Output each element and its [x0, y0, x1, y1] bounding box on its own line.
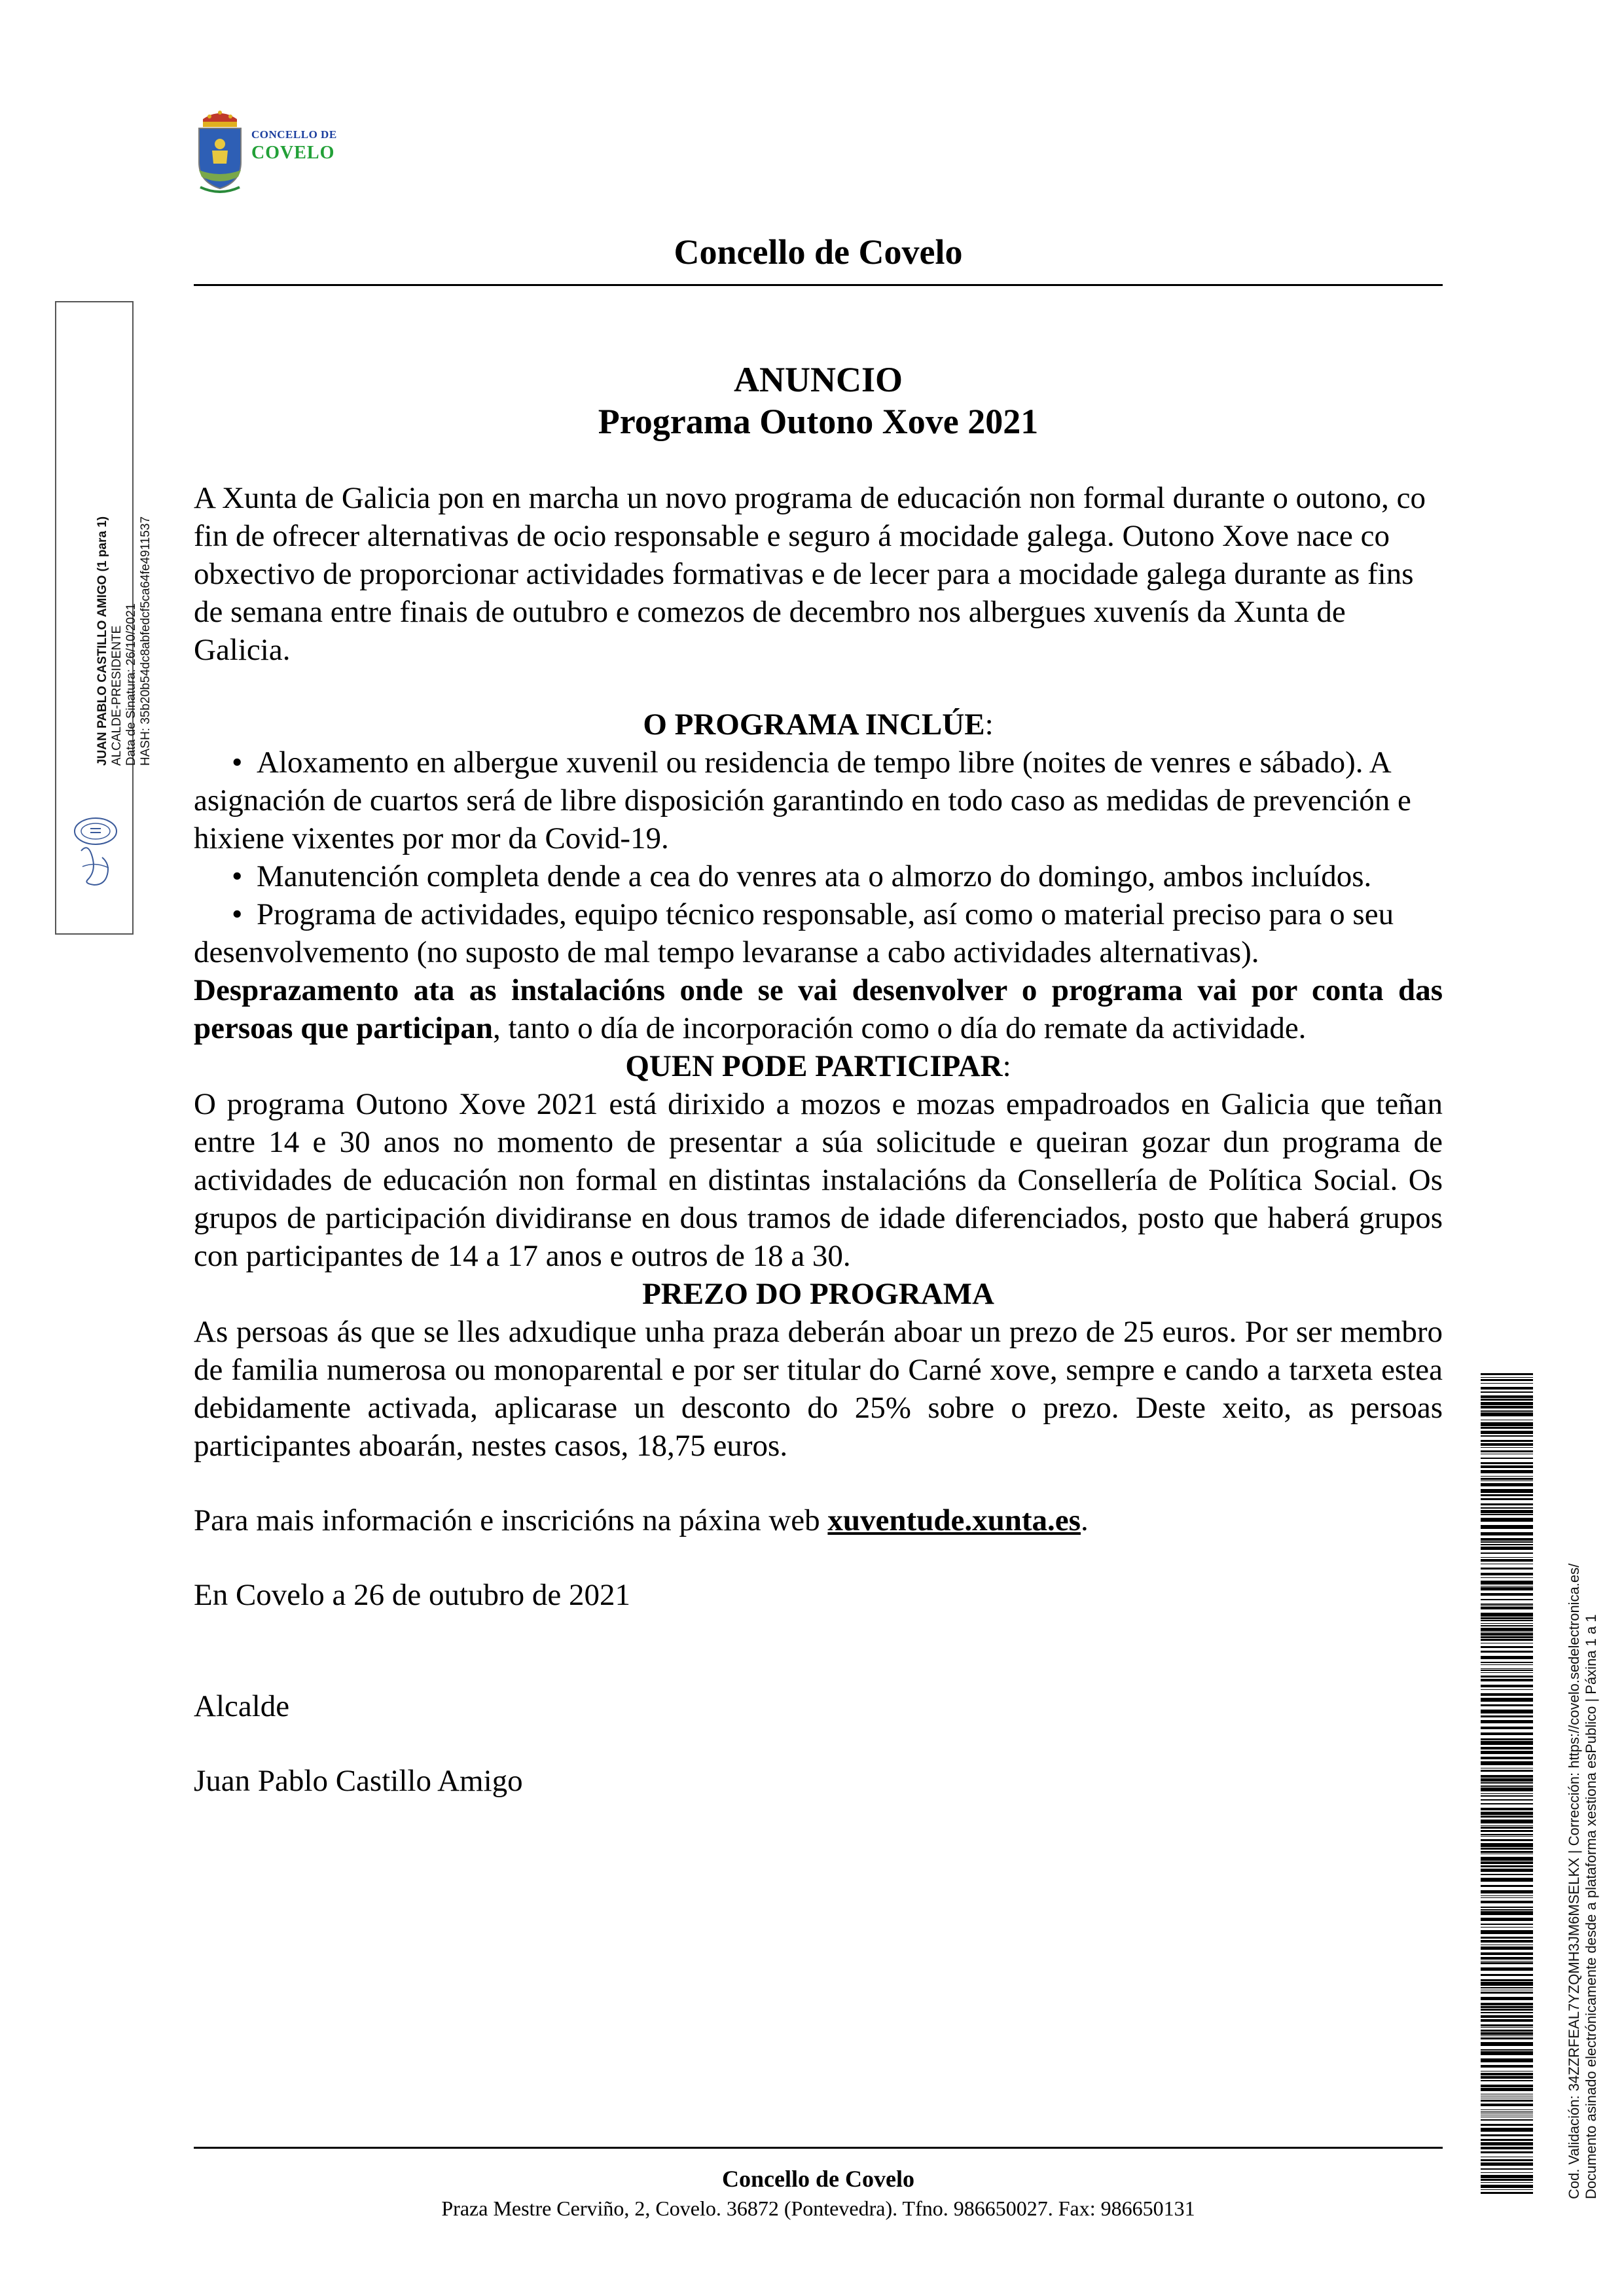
barcode-bar	[1481, 2085, 1533, 2087]
barcode-bar	[1481, 1785, 1533, 1787]
barcode-bar	[1481, 2175, 1533, 2178]
barcode-bar	[1481, 2015, 1533, 2018]
barcode-bar	[1481, 2119, 1533, 2121]
barcode-bar	[1481, 2024, 1533, 2026]
barcode-bar	[1481, 1830, 1533, 1832]
barcode-bar	[1481, 1672, 1533, 1673]
barcode-bar	[1481, 1604, 1533, 1605]
barcode-bar	[1481, 1782, 1533, 1784]
intro-paragraph: A Xunta de Galicia pon en marcha un novo programa de educación non formal durante o outono, co fin de ofrecer alternativas de ocio responsable e seguro á mocidade galega. Outono Xove nace co obxectivo de proporcionar actividades formativas e de lecer para a mocidade galega durante as fins de semana entre finais de outubro e comezos de decembro nos albergues xuvenís da Xunta de Galicia.	[194, 481, 1426, 667]
barcode-bar	[1481, 1593, 1533, 1596]
barcode-bar	[1481, 2179, 1533, 2181]
barcode-bar	[1481, 2192, 1533, 2194]
barcode-bar	[1481, 1812, 1533, 1815]
barcode-bar	[1481, 2134, 1533, 2136]
barcode-bar	[1481, 2124, 1533, 2126]
transport-rest-text: , tanto o día de incorporación como o día do remate da actividade.	[493, 1011, 1307, 1045]
barcode-bar	[1481, 1532, 1533, 1535]
barcode-bar	[1481, 1541, 1533, 1543]
barcode-bar	[1481, 1911, 1533, 1915]
barcode-bar	[1481, 1387, 1533, 1390]
signature-role: ALCALDE-PRESIDENTE	[110, 625, 124, 766]
barcode-bar	[1481, 1431, 1533, 1434]
info-link[interactable]: xuventude.xunta.es	[827, 1503, 1081, 1537]
barcode-bar	[1481, 1820, 1533, 1823]
transport-paragraph	[194, 971, 1443, 1047]
who-paragraph: O programa Outono Xove 2021 está dirixido a mozos e mozas empadroados en Galicia que teñan entre 14 e 30 anos no momento de presentar a súa solicitude e queiran gozar dun programa de actividades de educación non formal en distintas instalacións da Consellería de Política Social. Os grupos de participación dividiranse en dous tramos de idade diferenciados, posto que haberá grupos con participantes de 14 a 17 anos e outros de 18 a 30.	[194, 1087, 1443, 1273]
info-paragraph	[194, 1501, 1443, 1539]
barcode-bar	[1481, 1470, 1533, 1473]
who-heading-text: QUEN PODE PARTICIPAR	[625, 1049, 1003, 1083]
barcode-bar	[1481, 1957, 1533, 1960]
includes-item-text: Aloxamento en albergue xuvenil ou residencia de tempo libre (noites de venres e sábado). A asignación de cuartos será de libre disposición garantindo en todo caso as medidas de prevención e hixiene vixentes por mor da Covid-19.	[194, 745, 1411, 855]
barcode-bar	[1481, 1557, 1533, 1558]
footer-address: Praza Mestre Cerviño, 2, Covelo. 36872 (Pontevedra). Tfno. 986650027. Fax: 986650131	[441, 2197, 1195, 2220]
who-heading-colon: :	[1002, 1049, 1011, 1083]
signature-signer: JUAN PABLO CASTILLO AMIGO (1 para 1)	[96, 516, 109, 766]
barcode-bar	[1481, 2051, 1533, 2055]
barcode-bar	[1481, 1869, 1533, 1872]
barcode-bar	[1481, 1793, 1533, 1794]
barcode-bar	[1481, 1552, 1533, 1554]
barcode-bar	[1481, 1927, 1533, 1928]
barcode-bar	[1481, 1997, 1533, 2000]
barcode-bar	[1481, 1427, 1533, 1429]
includes-heading-text: O PROGRAMA INCLÚE	[643, 708, 985, 742]
barcode-bar	[1481, 2006, 1533, 2008]
info-text: Para mais información e inscricións na páxina web	[194, 1503, 828, 1537]
barcode-bar	[1481, 1979, 1533, 1981]
barcode-bar	[1481, 1720, 1533, 1723]
barcode-bar	[1481, 1465, 1533, 1468]
signer-name: Juan Pablo Castillo Amigo	[194, 1764, 523, 1798]
barcode-bar	[1481, 1559, 1533, 1562]
barcode-bar	[1481, 2058, 1533, 2062]
barcode-bar	[1481, 1799, 1533, 1801]
barcode-bar	[1481, 1639, 1533, 1641]
barcode-bar	[1481, 1503, 1533, 1505]
barcode-bar	[1481, 1946, 1533, 1950]
barcode-bar	[1481, 1412, 1533, 1416]
barcode-bar	[1481, 2185, 1533, 2188]
barcode-bar	[1481, 1710, 1533, 1713]
barcode-bar	[1481, 1636, 1533, 1638]
price-paragraph: As persoas ás que se lles adxudique unha praza deberán aboar un prezo de 25 euros. Por ser membro de familia numerosa ou monoparental e por ser titular do Carné xove, sempre e cando a tarxeta estea debidamente activada, aplicarase un desconto do 25% sobre o prezo. Deste xeito, as persoas participantes aboarán, nestes casos, 18,75 euros.	[194, 1315, 1443, 1463]
barcode-bar	[1481, 1827, 1533, 1829]
barcode-bar	[1481, 1646, 1533, 1648]
barcode-bar	[1481, 2172, 1533, 2173]
barcode-bar	[1481, 2162, 1533, 2166]
barcode-bar	[1481, 1547, 1533, 1550]
barcode-bar	[1481, 1836, 1533, 1837]
barcode-bar	[1481, 1538, 1533, 1541]
barcode-bar	[1481, 1462, 1533, 1464]
barcode-bar	[1481, 1476, 1533, 1477]
barcode-bar	[1481, 1940, 1533, 1943]
barcode-bar	[1481, 1987, 1533, 1988]
barcode-bar	[1481, 1909, 1533, 1910]
barcode-bar	[1481, 1458, 1533, 1459]
barcode-bar	[1481, 2088, 1533, 2091]
barcode-bar	[1481, 1757, 1533, 1759]
validation-platform: Documento asinado electrónicamente desde a plataforma xestiona esPublico | Páxina 1 a 1	[1583, 1614, 1599, 2199]
logo-text-concello: CONCELLO DE	[251, 128, 337, 141]
barcode-bar	[1481, 1738, 1533, 1740]
includes-item-text: Programa de actividades, equipo técnico responsable, así como o material preciso para o seu desenvolvemento (no suposto de mal tempo levaranse a cabo actividades alternativas).	[194, 897, 1394, 969]
barcode-bar	[1481, 1918, 1533, 1921]
barcode-bar	[1481, 1715, 1533, 1717]
barcode-bar	[1481, 2027, 1533, 2028]
barcode-bar	[1481, 1498, 1533, 1500]
barcode-bar	[1481, 2139, 1533, 2141]
barcode-bar	[1481, 1440, 1533, 1442]
barcode-bar	[1481, 1741, 1533, 1745]
includes-item-1	[194, 744, 1443, 857]
barcode-bar	[1481, 1399, 1533, 1401]
barcode-bar	[1481, 1373, 1533, 1375]
barcode-bar	[1481, 2168, 1533, 2170]
barcode-bar	[1481, 1391, 1533, 1393]
barcode-bar	[1481, 2037, 1533, 2039]
includes-heading	[194, 706, 1443, 744]
barcode-bar	[1481, 1843, 1533, 1847]
barcode-bar	[1481, 1848, 1533, 1850]
barcode-bar	[1481, 2042, 1533, 2046]
barcode-bar	[1481, 1727, 1533, 1729]
barcode-bar	[1481, 2182, 1533, 2183]
barcode-bar	[1481, 1617, 1533, 1619]
barcode-bar	[1481, 1890, 1533, 1893]
barcode-bar	[1481, 1924, 1533, 1925]
announcement-body	[194, 359, 1443, 1800]
barcode-bar	[1481, 1489, 1533, 1493]
logo-text-covelo: COVELO	[251, 143, 335, 163]
barcode-bar	[1481, 1982, 1533, 1986]
bullet-icon: •	[232, 897, 243, 931]
barcode-bar	[1481, 1478, 1533, 1480]
barcode-bar	[1481, 1770, 1533, 1772]
barcode-bar	[1481, 1670, 1533, 1671]
signature-seal-icon	[68, 812, 123, 890]
footer-divider	[194, 2147, 1443, 2149]
barcode-bar	[1481, 1379, 1533, 1381]
barcode-bar	[1481, 1494, 1533, 1496]
footer-org: Concello de Covelo	[722, 2166, 914, 2192]
barcode-bar	[1481, 1377, 1533, 1378]
barcode-bar	[1481, 1525, 1533, 1529]
barcode-bar	[1481, 1633, 1533, 1636]
barcode-bar	[1481, 1605, 1533, 1606]
barcode-bar	[1481, 2189, 1533, 2190]
barcode-bar	[1481, 1651, 1533, 1653]
barcode-bar	[1481, 1885, 1533, 1887]
barcode-bar	[1481, 1693, 1533, 1696]
barcode-bar	[1481, 2151, 1533, 2153]
barcode-bar	[1481, 2049, 1533, 2051]
barcode-bar	[1481, 1613, 1533, 1617]
barcode-bar	[1481, 2012, 1533, 2013]
barcode-bar	[1481, 2003, 1533, 2005]
bullet-icon: •	[232, 745, 243, 780]
barcode-bar	[1481, 1480, 1533, 1481]
barcode-bar	[1481, 1816, 1533, 1818]
barcode-bar	[1481, 1577, 1533, 1578]
barcode-bar	[1481, 1668, 1533, 1669]
barcode-bar	[1481, 1901, 1533, 1903]
barcode-bar	[1481, 1518, 1533, 1522]
barcode-bar	[1481, 1895, 1533, 1896]
transport-bold-text: Desprazamento ata as instalacións onde se vai desenvolver o programa vai por conta das persoas que participan	[194, 973, 1443, 1045]
barcode-bar	[1481, 1628, 1533, 1631]
barcode-bar	[1481, 1839, 1533, 1841]
barcode-bar	[1481, 1808, 1533, 1810]
barcode-bar	[1481, 1851, 1533, 1853]
barcode-bar	[1481, 1803, 1533, 1804]
barcode-bar	[1481, 1689, 1533, 1690]
includes-item-3	[194, 895, 1443, 971]
barcode-bar	[1481, 1402, 1533, 1405]
barcode-bar	[1481, 2076, 1533, 2079]
barcode-bar	[1481, 1698, 1533, 1702]
barcode-bar	[1481, 2080, 1533, 2081]
barcode-bar	[1481, 1907, 1533, 1908]
validation-code: Cod. Validación: 34ZZRFEAL7YZQMH3JM6MSELKX | Corrección: https://covelo.sedelectronica.es/	[1566, 1563, 1582, 2199]
price-heading: PREZO DO PROGRAMA	[642, 1277, 994, 1311]
signature-hash: HASH: 35b20b54dc8abfedcf5ca64fe4911537	[139, 516, 153, 766]
barcode-bar	[1481, 1834, 1533, 1835]
barcode-bar	[1481, 1751, 1533, 1754]
barcode-bar	[1481, 2104, 1533, 2106]
barcode-bar	[1481, 2073, 1533, 2075]
barcode-bar	[1481, 1510, 1533, 1513]
barcode-bar	[1481, 1825, 1533, 1826]
barcode-bar	[1481, 1747, 1533, 1749]
barcode-bar	[1481, 2142, 1533, 2145]
date-line: En Covelo a 26 de outubro de 2021	[194, 1578, 631, 1612]
barcode-bar	[1481, 1967, 1533, 1971]
barcode-bar	[1481, 1507, 1533, 1509]
barcode-bar	[1481, 1443, 1533, 1446]
barcode-bar	[1481, 1874, 1533, 1875]
barcode-bar	[1481, 1422, 1533, 1426]
barcode-bar	[1481, 1704, 1533, 1706]
barcode-bar	[1481, 1656, 1533, 1659]
barcode-bar	[1481, 2128, 1533, 2132]
validation-barcode	[1481, 1373, 1533, 2198]
barcode-bar	[1481, 1974, 1533, 1976]
barcode-bar	[1481, 1544, 1533, 1545]
barcode-bar	[1481, 1410, 1533, 1412]
barcode-bar	[1481, 1514, 1533, 1515]
barcode-bar	[1481, 2147, 1533, 2149]
barcode-bar	[1481, 1878, 1533, 1882]
barcode-bar	[1481, 1383, 1533, 1384]
header-title: Concello de Covelo	[674, 232, 963, 272]
header-divider	[194, 284, 1443, 286]
barcode-bar	[1481, 1930, 1533, 1934]
barcode-bar	[1481, 1599, 1533, 1600]
barcode-bar	[1481, 1623, 1533, 1624]
barcode-bar	[1481, 1857, 1533, 1861]
signature-date: Data de Sinatura: 26/10/2021	[124, 603, 138, 766]
bullet-icon: •	[232, 859, 243, 893]
barcode-bar	[1481, 1685, 1533, 1687]
announcement-heading: ANUNCIO	[733, 360, 903, 399]
barcode-bar	[1481, 1587, 1533, 1590]
barcode-bar	[1481, 2065, 1533, 2068]
signer-role: Alcalde	[194, 1689, 290, 1723]
barcode-bar	[1481, 2071, 1533, 2072]
barcode-bar	[1481, 1778, 1533, 1782]
barcode-bar	[1481, 1679, 1533, 1681]
program-title: Programa Outono Xove 2021	[598, 402, 1039, 441]
barcode-bar	[1481, 1992, 1533, 1994]
barcode-bar	[1481, 2019, 1533, 2022]
barcode-bar	[1481, 1435, 1533, 1437]
barcode-bar	[1481, 1952, 1533, 1955]
barcode-bar	[1481, 1676, 1533, 1677]
barcode-bar	[1481, 1795, 1533, 1797]
barcode-bar	[1481, 1620, 1533, 1621]
barcode-bar	[1481, 1761, 1533, 1765]
barcode-bar	[1481, 1897, 1533, 1898]
barcode-bar	[1481, 1865, 1533, 1867]
includes-item-2	[194, 857, 1443, 895]
barcode-bar	[1481, 1861, 1533, 1864]
barcode-bar	[1481, 1937, 1533, 1939]
barcode-bar	[1481, 1406, 1533, 1408]
barcode-bar	[1481, 1447, 1533, 1448]
barcode-bar	[1481, 1625, 1533, 1626]
includes-item-text: Manutención completa dende a cea do venres ata o almorzo do domingo, ambos incluídos.	[257, 859, 1372, 893]
barcode-bar	[1481, 1607, 1533, 1609]
includes-heading-colon: :	[984, 708, 994, 742]
barcode-bar	[1481, 2030, 1533, 2032]
barcode-bar	[1481, 1787, 1533, 1791]
barcode-bar	[1481, 2032, 1533, 2035]
barcode-bar	[1481, 1568, 1533, 1570]
barcode-bar	[1481, 2100, 1533, 2102]
barcode-bar	[1481, 1450, 1533, 1452]
barcode-bar	[1481, 1573, 1533, 1575]
barcode-bar	[1481, 1962, 1533, 1964]
barcode-bar	[1481, 1961, 1533, 1962]
barcode-bar	[1481, 2159, 1533, 2161]
barcode-bar	[1481, 1395, 1533, 1398]
barcode-bar	[1481, 1483, 1533, 1486]
barcode-bar	[1481, 1586, 1533, 1587]
barcode-bar	[1481, 1664, 1533, 1665]
barcode-bar	[1481, 2109, 1533, 2110]
info-end: .	[1080, 1503, 1089, 1537]
barcode-bar	[1481, 1581, 1533, 1585]
who-heading	[194, 1047, 1443, 1085]
barcode-bar	[1481, 2111, 1533, 2112]
barcode-bar	[1481, 2009, 1533, 2011]
barcode-bar	[1481, 1662, 1533, 1663]
barcode-bar	[1481, 1775, 1533, 1778]
barcode-bar	[1481, 1732, 1533, 1735]
